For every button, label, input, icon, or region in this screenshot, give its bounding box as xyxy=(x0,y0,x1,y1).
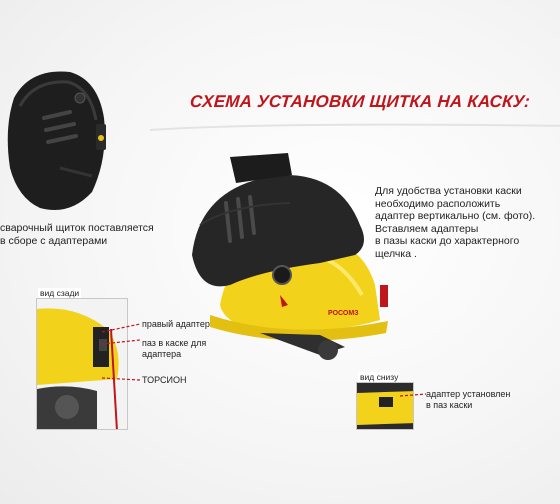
page-title: СХЕМА УСТАНОВКИ ЩИТКА НА КАСКУ: xyxy=(189,92,531,111)
title-underline xyxy=(150,120,560,132)
bottom-view-label: вид снизу xyxy=(360,372,399,382)
callout-torsion: ТОРСИОН xyxy=(142,375,187,385)
welding-shield-image xyxy=(0,58,120,223)
rear-view-callout-lines xyxy=(100,318,142,388)
callout-helmet-slot: паз в каске для адаптера xyxy=(142,338,207,359)
callout-right-adapter: правый адаптер xyxy=(142,319,210,329)
shield-caption: сварочный щиток поставляется в сборе с адаптерами xyxy=(0,222,154,247)
installation-instructions: Для удобства установки каски необходимо расположить адаптер вертикально (см. фото). Вставляем адаптеры в пазы каски до характерного щелчка . xyxy=(375,185,536,260)
callout-adapter-installed: адаптер установлен в паз каски xyxy=(426,389,511,410)
bottom-view-callout-line xyxy=(400,390,426,400)
helmet-brand-label: РОСОМЗ xyxy=(328,310,359,317)
rear-view-label: вид сзади xyxy=(40,288,80,298)
helmet-with-shield-image xyxy=(170,145,400,370)
